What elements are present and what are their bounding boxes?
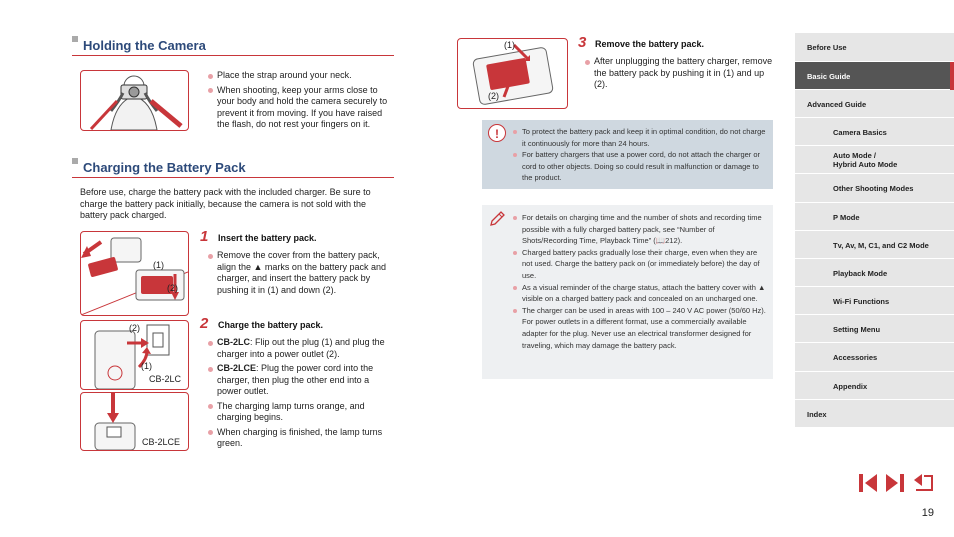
step-title: Insert the battery pack. (218, 233, 317, 243)
step-number: 3 (578, 34, 587, 51)
figure-label: (2) (129, 323, 140, 333)
note-box (482, 205, 773, 379)
sidebar-item-label: Before Use (807, 43, 847, 52)
step1-bullets (208, 250, 394, 296)
sidebar-item-tv-av-m-c1-and-c2-mode[interactable] (795, 231, 954, 259)
sidebar-item-label: Tv, Av, M, C1, and C2 Mode (833, 240, 929, 250)
sidebar-item-label: Appendix (833, 381, 868, 391)
pencil-icon (488, 210, 506, 228)
sidebar-item-index[interactable] (795, 400, 954, 428)
caution-list (513, 126, 768, 184)
sidebar-item-accessories[interactable] (795, 343, 954, 372)
sidebar-item-label: Camera Basics (833, 127, 887, 137)
sidebar-item-auto-mode-hybrid-auto-mode[interactable] (795, 146, 954, 174)
bullet-item: The charging lamp turns orange, and charging begins. (208, 401, 394, 424)
bullet-item: CB-2LCE: Plug the power cord into the charger, then plug the other end into a power outlet. (208, 363, 394, 398)
divider (795, 427, 954, 428)
sidebar-item-label: Advanced Guide (807, 99, 867, 109)
figure-label: (1) (153, 260, 164, 270)
bullet-item: Remove the cover from the battery pack, align the ▲ marks on the battery pack and charger, and insert the battery pack by pushing it in (1) and down (2). (208, 250, 394, 296)
figure-label: (1) (141, 361, 152, 371)
sidebar-item-wi-fi-functions[interactable] (795, 287, 954, 315)
step2-bullets (208, 337, 394, 450)
step-title: Charge the battery pack. (218, 320, 324, 330)
note-item: The charger can be used in areas with 100 – 240 V AC power (50/60 Hz). For power outlets in a different format, use a commercially available adapter for the plug. Never use an electrical transformer designed for traveling, which may damage the battery pack. (513, 305, 768, 351)
sidebar-item-label: P Mode (833, 212, 860, 222)
sidebar-item-label: Setting Menu (833, 324, 881, 334)
step-number: 1 (200, 228, 209, 245)
sidebar-item-basic-guide[interactable] (795, 62, 954, 90)
sidebar-item-camera-basics[interactable] (795, 118, 954, 146)
section-title-charging: Charging the Battery Pack (72, 160, 394, 178)
section-marker-icon (72, 158, 78, 164)
step-number: 2 (200, 315, 209, 332)
sidebar-item-before-use[interactable] (795, 33, 954, 62)
active-indicator (950, 62, 954, 90)
sidebar-item-label: Wi-Fi Functions (833, 296, 890, 306)
section-title-holding: Holding the Camera (72, 38, 394, 56)
bullet-item: Place the strap around your neck. (208, 70, 394, 82)
note-list (513, 212, 768, 351)
step-title: Remove the battery pack. (595, 39, 705, 49)
caution-item: For battery chargers that use a power cord, do not attach the charger or cord to other objects. Doing so could result in malfunction or damage to the product. (513, 149, 768, 184)
holding-camera-figure (80, 70, 189, 131)
note-item: Charged battery packs gradually lose their charge, even when they are not used. Charge the battery pack on (or immediately before) the day of use. (513, 247, 768, 282)
step3-bullets (585, 56, 773, 91)
figure-label: (1) (504, 40, 515, 50)
section-marker-icon (72, 36, 78, 42)
figure-label: (2) (488, 91, 499, 101)
caution-box (482, 120, 773, 189)
step2-figure-cb2lc (80, 320, 189, 390)
sidebar-item-playback-mode[interactable] (795, 259, 954, 287)
figure-label: CB-2LCE (142, 437, 181, 447)
sidebar-item-label: Other Shooting Modes (833, 184, 914, 193)
bullet-item: CB-2LC: Flip out the plug (1) and plug the charger into a power outlet (2). (208, 337, 394, 360)
caution-icon: ! (488, 124, 506, 142)
note-item: As a visual reminder of the charge status, attach the battery cover with ▲ visible on a charged battery pack and concealed on an uncharged one. (513, 282, 768, 305)
step2-figure-cb2lce (80, 392, 189, 451)
sidebar-item-appendix[interactable] (795, 372, 954, 400)
sidebar-item-label: Playback Mode (833, 268, 888, 278)
step3-figure (457, 38, 568, 109)
sidebar-item-setting-menu[interactable] (795, 315, 954, 343)
page-number: 19 (921, 507, 934, 519)
sidebar-item-p-mode[interactable] (795, 203, 954, 231)
sidebar-item-label: Auto Mode / Hybrid Auto Mode (833, 151, 898, 169)
holding-bullets (208, 70, 394, 131)
sidebar-item-label: Index (807, 409, 827, 419)
note-item: For details on charging time and the number of shots and recording time possible with a fully charged battery pack, see “Number of Shots/Recording Time, Playback Time” (📖212). (513, 212, 768, 247)
step1-figure (80, 231, 189, 316)
sidebar-item-label: Basic Guide (807, 71, 851, 81)
bullet-item: When shooting, keep your arms close to your body and hold the camera securely to prevent it from moving. If you have raised the flash, do not rest your fingers on it. (208, 85, 394, 131)
bullet-item: When charging is finished, the lamp turns green. (208, 427, 394, 450)
next-page-icon[interactable] (886, 472, 904, 494)
sidebar-item-label: Accessories (833, 353, 878, 362)
charging-intro: Before use, charge the battery pack with the included charger. Be sure to charge the battery pack initially, because the camera is not sold with the battery pack charged. (80, 187, 371, 220)
bullet-item: After unplugging the battery charger, remove the battery pack by pushing it in (1) and up (2). (585, 56, 773, 91)
figure-label: (2) (167, 283, 178, 293)
caution-item: To protect the battery pack and keep it in optimal condition, do not charge it continuously for more than 24 hours. (513, 126, 768, 149)
figure-label: CB-2LC (149, 374, 182, 384)
sidebar-item-other-shooting-modes[interactable] (795, 174, 954, 203)
return-icon[interactable] (912, 472, 934, 494)
prev-page-icon[interactable] (859, 472, 877, 494)
sidebar-item-advanced-guide[interactable] (795, 90, 954, 118)
